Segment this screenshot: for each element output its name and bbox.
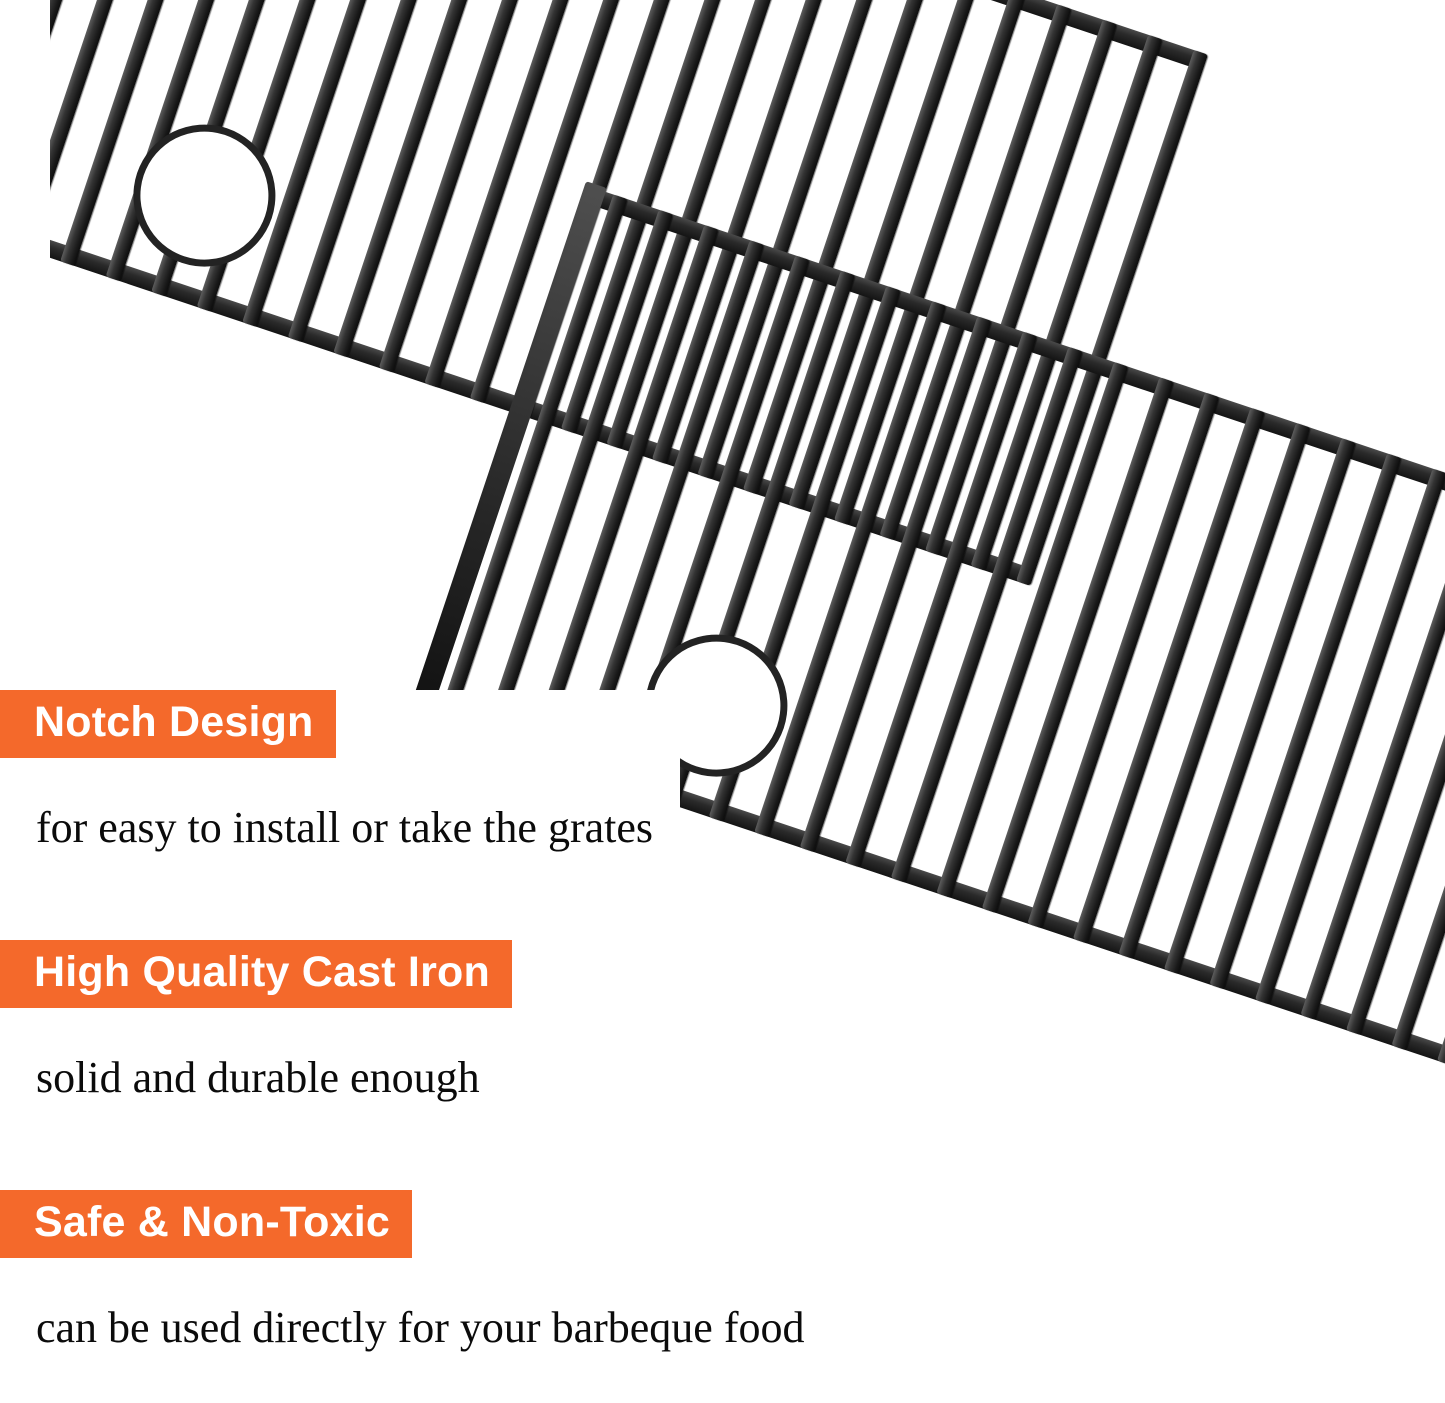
feature-description-1: for easy to install or take the grates	[36, 803, 654, 853]
feature-block-1	[0, 690, 1445, 853]
feature-tag-3: Safe & Non-Toxic	[0, 1190, 412, 1258]
photo-left-mask	[0, 0, 50, 1070]
feature-block-2	[0, 940, 1445, 1103]
feature-caption-list	[0, 698, 1445, 1403]
feature-tag-1: Notch Design	[0, 690, 336, 758]
feature-description-2: solid and durable enough	[36, 1053, 480, 1103]
grate-bar	[1073, 408, 1265, 944]
feature-tag-2: High Quality Cast Iron	[0, 940, 512, 1008]
feature-block-3	[0, 1190, 1445, 1353]
feature-description-3: can be used directly for your barbeque food	[36, 1303, 805, 1353]
